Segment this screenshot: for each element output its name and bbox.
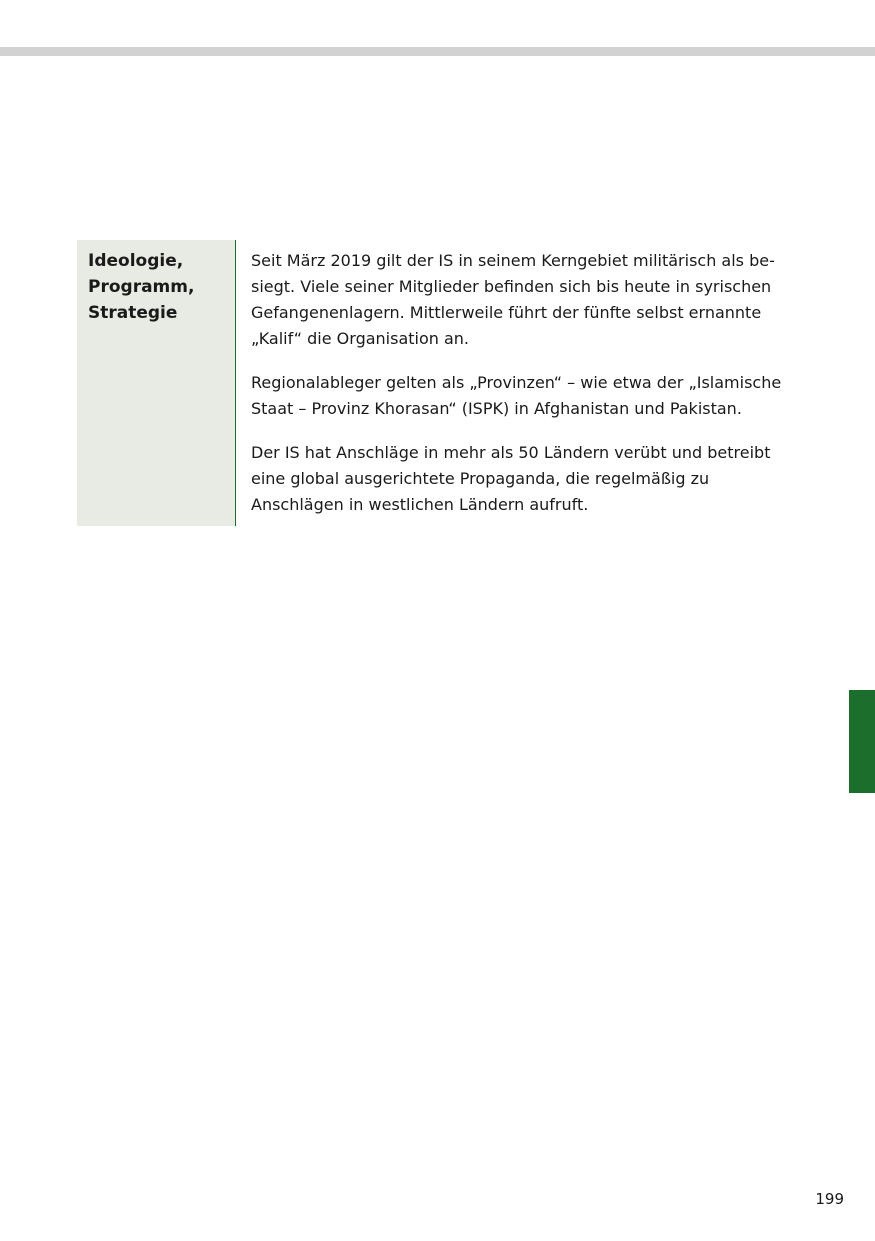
text-line: „Kalif“ die Organisation an. [251,329,470,348]
row-label-line: Strategie [88,303,178,323]
row-label-line: Ideologie, [88,251,184,271]
page-number: 199 [815,1190,844,1208]
text-line: Der IS hat Anschläge in mehr als 50 Ländern verübt und betreibt [251,443,771,462]
text-line: eine global ausgerichtete Propaganda, die regelmäßig zu [251,469,710,488]
row-label-line: Programm, [88,277,195,297]
text-line: siegt. Viele seiner Mitglieder befinden sich bis heute in syrischen [251,277,772,296]
text-line: Seit März 2019 gilt der IS in seinem Kerngebiet militärisch als be- [251,251,775,270]
content-paragraph [251,370,810,422]
info-table [77,240,810,526]
text-line: Gefangenenlagern. Mittlerweile führt der fünfte selbst ernannte [251,303,762,322]
chapter-tab-marker [849,690,875,793]
content-paragraph [251,440,810,518]
row-label-cell [77,240,236,526]
text-line: Staat – Provinz Khorasan“ (ISPK) in Afghanistan und Pakistan. [251,399,742,418]
text-line: Anschlägen in westlichen Ländern aufruft. [251,495,589,514]
row-content-cell [236,240,810,526]
header-rule [0,47,875,56]
content-paragraph [251,248,810,352]
text-line: Regionalableger gelten als „Provinzen“ – wie etwa der „Islamische [251,373,782,392]
